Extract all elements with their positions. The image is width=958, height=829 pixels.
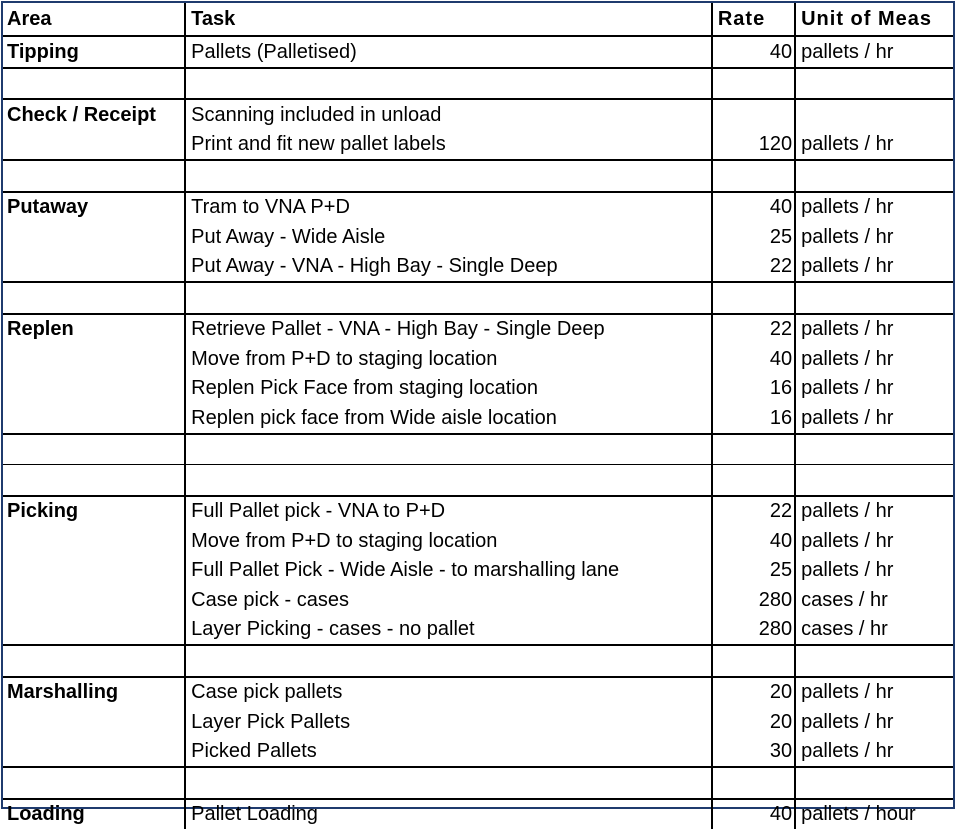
header-area: Area xyxy=(3,3,185,36)
rate-cell: 22 xyxy=(712,252,795,283)
rate-cell: 16 xyxy=(712,374,795,404)
task-cell: Pallet Loading xyxy=(185,799,712,829)
uom-cell: pallets / hr xyxy=(795,403,953,434)
table-row xyxy=(3,192,953,223)
area-cell xyxy=(3,707,185,737)
uom-cell xyxy=(795,767,953,799)
area-cell xyxy=(3,403,185,434)
table-row xyxy=(3,222,953,252)
table-row xyxy=(3,645,953,677)
table-row xyxy=(3,465,953,496)
area-cell xyxy=(3,68,185,100)
uom-cell: pallets / hr xyxy=(795,677,953,708)
rate-cell: 40 xyxy=(712,344,795,374)
table-row xyxy=(3,314,953,345)
rate-cell xyxy=(712,767,795,799)
uom-cell: pallets / hr xyxy=(795,526,953,556)
task-cell xyxy=(185,767,712,799)
uom-cell xyxy=(795,99,953,130)
area-cell: Marshalling xyxy=(3,677,185,708)
rate-cell xyxy=(712,68,795,100)
area-cell xyxy=(3,585,185,615)
table-body xyxy=(3,36,953,829)
uom-cell: pallets / hr xyxy=(795,374,953,404)
task-cell xyxy=(185,465,712,496)
rate-cell: 25 xyxy=(712,556,795,586)
table-row xyxy=(3,677,953,708)
header-task: Task xyxy=(185,3,712,36)
task-cell: Full Pallet Pick - Wide Aisle - to marshalling lane xyxy=(185,556,712,586)
table-row xyxy=(3,36,953,68)
header-uom: Unit of Meas xyxy=(795,3,953,36)
rate-cell: 40 xyxy=(712,192,795,223)
table-row xyxy=(3,707,953,737)
table-row xyxy=(3,496,953,527)
uom-cell: cases / hr xyxy=(795,585,953,615)
area-cell xyxy=(3,160,185,192)
uom-cell: pallets / hr xyxy=(795,222,953,252)
table-row xyxy=(3,282,953,314)
task-cell: Full Pallet pick - VNA to P+D xyxy=(185,496,712,527)
table-row xyxy=(3,767,953,799)
area-cell: Putaway xyxy=(3,192,185,223)
area-cell xyxy=(3,737,185,768)
table-row xyxy=(3,434,953,465)
rate-cell: 16 xyxy=(712,403,795,434)
task-cell xyxy=(185,434,712,465)
rate-cell: 22 xyxy=(712,496,795,527)
uom-cell xyxy=(795,645,953,677)
table-row xyxy=(3,68,953,100)
rate-cell: 40 xyxy=(712,526,795,556)
task-cell: Put Away - Wide Aisle xyxy=(185,222,712,252)
table-row xyxy=(3,130,953,161)
task-cell: Replen pick face from Wide aisle location xyxy=(185,403,712,434)
table-row xyxy=(3,403,953,434)
task-cell xyxy=(185,645,712,677)
uom-cell: pallets / hr xyxy=(795,252,953,283)
table-row xyxy=(3,160,953,192)
task-cell: Case pick - cases xyxy=(185,585,712,615)
table-row xyxy=(3,374,953,404)
table-row xyxy=(3,252,953,283)
area-cell: Tipping xyxy=(3,36,185,68)
task-cell: Tram to VNA P+D xyxy=(185,192,712,223)
task-cell: Scanning included in unload xyxy=(185,99,712,130)
table-row xyxy=(3,526,953,556)
rate-cell: 40 xyxy=(712,36,795,68)
rate-cell xyxy=(712,282,795,314)
rate-cell: 120 xyxy=(712,130,795,161)
table-row xyxy=(3,585,953,615)
area-cell xyxy=(3,645,185,677)
uom-cell xyxy=(795,282,953,314)
table-row xyxy=(3,615,953,646)
uom-cell: pallets / hr xyxy=(795,314,953,345)
rate-cell xyxy=(712,434,795,465)
task-cell: Move from P+D to staging location xyxy=(185,344,712,374)
area-cell xyxy=(3,615,185,646)
table-row xyxy=(3,799,953,829)
task-rates-table xyxy=(3,3,953,829)
spreadsheet-frame xyxy=(1,1,955,809)
uom-cell xyxy=(795,68,953,100)
uom-cell: pallets / hr xyxy=(795,556,953,586)
rate-cell xyxy=(712,160,795,192)
uom-cell: pallets / hr xyxy=(795,707,953,737)
area-cell xyxy=(3,374,185,404)
header-row xyxy=(3,3,953,36)
task-cell: Replen Pick Face from staging location xyxy=(185,374,712,404)
rate-cell xyxy=(712,465,795,496)
area-cell xyxy=(3,222,185,252)
rate-cell: 40 xyxy=(712,799,795,829)
task-cell: Layer Pick Pallets xyxy=(185,707,712,737)
task-cell: Case pick pallets xyxy=(185,677,712,708)
area-cell xyxy=(3,252,185,283)
rate-cell: 280 xyxy=(712,615,795,646)
area-cell xyxy=(3,130,185,161)
rate-cell: 20 xyxy=(712,677,795,708)
rate-cell xyxy=(712,99,795,130)
rate-cell: 22 xyxy=(712,314,795,345)
task-cell: Retrieve Pallet - VNA - High Bay - Single Deep xyxy=(185,314,712,345)
task-cell: Picked Pallets xyxy=(185,737,712,768)
area-cell: Loading xyxy=(3,799,185,829)
table-row xyxy=(3,737,953,768)
uom-cell: pallets / hr xyxy=(795,36,953,68)
rate-cell: 20 xyxy=(712,707,795,737)
area-cell xyxy=(3,526,185,556)
task-cell xyxy=(185,68,712,100)
area-cell xyxy=(3,465,185,496)
uom-cell: cases / hr xyxy=(795,615,953,646)
rate-cell: 30 xyxy=(712,737,795,768)
area-cell xyxy=(3,282,185,314)
area-cell xyxy=(3,434,185,465)
table-row xyxy=(3,344,953,374)
task-cell: Put Away - VNA - High Bay - Single Deep xyxy=(185,252,712,283)
rate-cell xyxy=(712,645,795,677)
task-cell: Print and fit new pallet labels xyxy=(185,130,712,161)
task-cell: Layer Picking - cases - no pallet xyxy=(185,615,712,646)
uom-cell: pallets / hr xyxy=(795,344,953,374)
task-cell: Move from P+D to staging location xyxy=(185,526,712,556)
uom-cell xyxy=(795,160,953,192)
uom-cell xyxy=(795,465,953,496)
uom-cell: pallets / hr xyxy=(795,737,953,768)
rate-cell: 280 xyxy=(712,585,795,615)
area-cell: Replen xyxy=(3,314,185,345)
area-cell: Check / Receipt xyxy=(3,99,185,130)
uom-cell: pallets / hour xyxy=(795,799,953,829)
task-cell: Pallets (Palletised) xyxy=(185,36,712,68)
task-cell xyxy=(185,160,712,192)
area-cell xyxy=(3,767,185,799)
area-cell xyxy=(3,556,185,586)
uom-cell: pallets / hr xyxy=(795,496,953,527)
table-row xyxy=(3,99,953,130)
header-rate: Rate xyxy=(712,3,795,36)
task-cell xyxy=(185,282,712,314)
uom-cell: pallets / hr xyxy=(795,130,953,161)
rate-cell: 25 xyxy=(712,222,795,252)
area-cell xyxy=(3,344,185,374)
area-cell: Picking xyxy=(3,496,185,527)
uom-cell: pallets / hr xyxy=(795,192,953,223)
table-row xyxy=(3,556,953,586)
uom-cell xyxy=(795,434,953,465)
